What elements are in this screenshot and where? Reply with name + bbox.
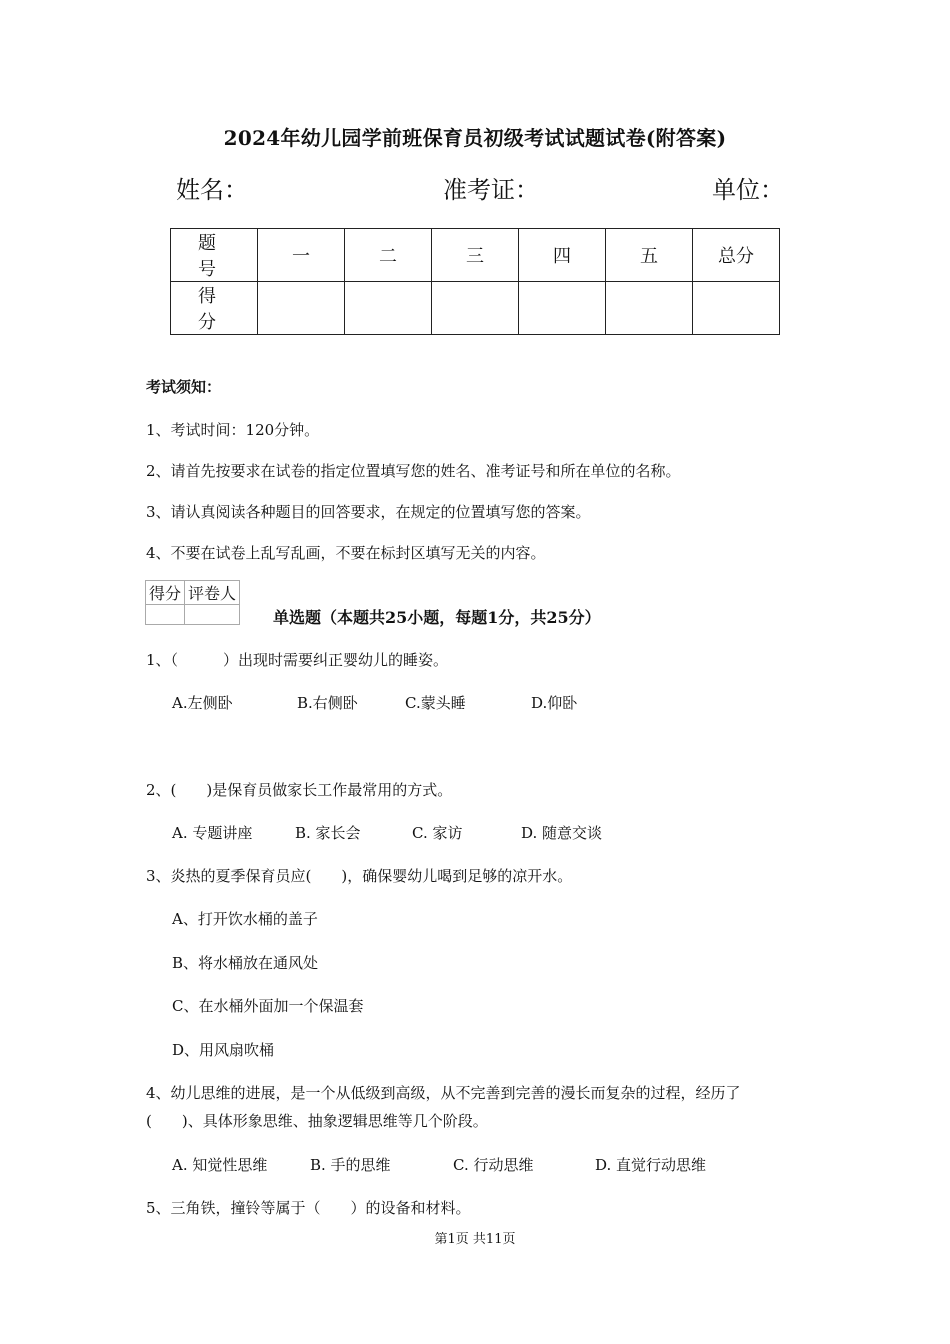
score-table-header-cell: 四 [519, 229, 606, 282]
option-item[interactable]: B. 手的思维 [310, 1156, 391, 1174]
option-item[interactable]: A. 知觉性思维 [172, 1156, 268, 1174]
notice-item: 2、请首先按要求在试卷的指定位置填写您的姓名、准考证号和所在单位的名称。 [146, 462, 681, 480]
notice-item: 1、考试时间：120分钟。 [146, 421, 320, 439]
question-stem: 5、三角铁，撞铃等属于（ ）的设备和材料。 [146, 1199, 471, 1217]
score-table [170, 228, 780, 335]
option-item[interactable]: D. 直觉行动思维 [595, 1156, 707, 1174]
score-table-header-cell: 题 号 [171, 229, 258, 282]
score-cell[interactable] [519, 282, 606, 335]
question-stem-continued: ( )、具体形象思维、抽象逻辑思维等几个阶段。 [146, 1112, 488, 1130]
grader-reviewer-label: 评卷人 [185, 581, 240, 605]
grader-box [145, 580, 240, 625]
option-item[interactable]: C. 家访 [412, 824, 463, 842]
notice-item: 4、不要在试卷上乱写乱画，不要在标封区填写无关的内容。 [146, 544, 546, 562]
score-table-score-row [171, 282, 780, 335]
notice-item: 3、请认真阅读各种题目的回答要求，在规定的位置填写您的答案。 [146, 503, 591, 521]
option-item[interactable]: B.右侧卧 [297, 694, 358, 712]
score-cell[interactable] [345, 282, 432, 335]
page-title: 2024年幼儿园学前班保育员初级考试试题试卷(附答案) [223, 126, 727, 150]
grader-score-label: 得分 [146, 581, 185, 605]
score-cell[interactable] [693, 282, 780, 335]
grader-blank-row [146, 605, 240, 625]
option-item[interactable]: A、打开饮水桶的盖子 [172, 910, 318, 928]
option-item[interactable]: C. 行动思维 [453, 1156, 534, 1174]
option-item[interactable]: C、在水桶外面加一个保温套 [172, 997, 364, 1015]
score-table-header-cell: 五 [606, 229, 693, 282]
question-stem: 1、（ ）出现时需要纠正婴幼儿的睡姿。 [146, 651, 449, 669]
page-footer: 第1页 共11页 [434, 1232, 516, 1247]
notice-title: 考试须知： [146, 378, 222, 396]
option-item[interactable]: B、将水桶放在通风处 [172, 954, 319, 972]
score-table-header-cell: 三 [432, 229, 519, 282]
option-item[interactable]: D. 随意交谈 [521, 824, 603, 842]
score-cell[interactable] [258, 282, 345, 335]
score-row-label: 得 分 [171, 282, 258, 335]
grader-reviewer-cell[interactable] [185, 605, 240, 625]
score-table-header-row [171, 229, 780, 282]
option-item[interactable]: C.蒙头睡 [405, 694, 466, 712]
option-item[interactable]: A.左侧卧 [172, 694, 233, 712]
unit-field-label: 单位： [712, 176, 784, 204]
question-stem: 3、炎热的夏季保育员应( )，确保婴幼儿喝到足够的凉开水。 [146, 867, 573, 885]
question-stem: 2、( )是保育员做家长工作最常用的方式。 [146, 781, 453, 799]
score-table-header-cell: 总分 [693, 229, 780, 282]
score-table-header-cell: 一 [258, 229, 345, 282]
score-cell[interactable] [606, 282, 693, 335]
score-cell[interactable] [432, 282, 519, 335]
score-table-header-cell: 二 [345, 229, 432, 282]
section-title: 单选题（本题共25小题，每题1分，共25分） [273, 608, 601, 627]
grader-score-cell[interactable] [146, 605, 185, 625]
exam-number-field-label: 准考证： [443, 176, 539, 204]
question-stem: 4、幼儿思维的进展，是一个从低级到高级，从不完善到完善的漫长而复杂的过程，经历了 [146, 1084, 741, 1102]
name-field-label: 姓名： [176, 176, 248, 204]
grader-header-row [146, 581, 240, 605]
option-item[interactable]: B. 家长会 [295, 824, 361, 842]
option-item[interactable]: D、用风扇吹桶 [172, 1041, 275, 1059]
option-item[interactable]: D.仰卧 [531, 694, 578, 712]
option-item[interactable]: A. 专题讲座 [172, 824, 253, 842]
